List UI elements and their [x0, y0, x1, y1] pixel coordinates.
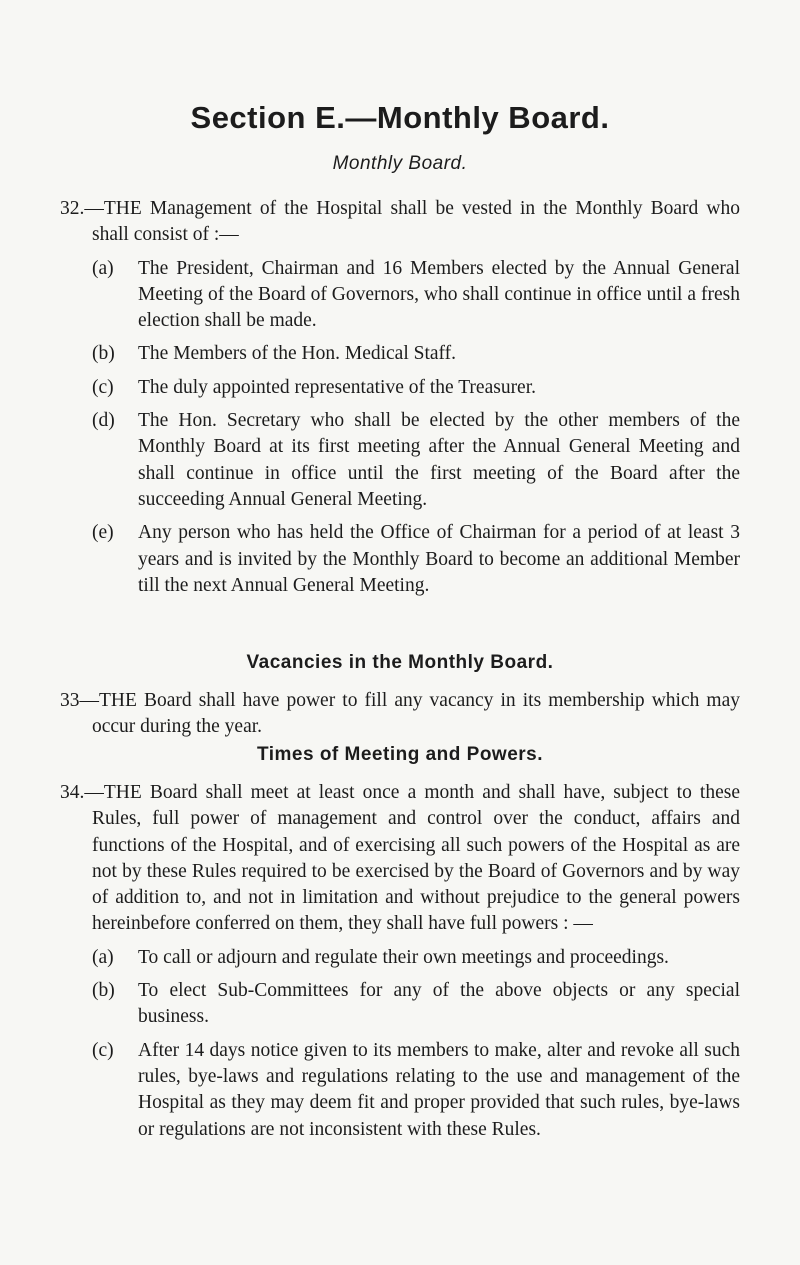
item-text: The Members of the Hon. Medical Staff.: [138, 343, 457, 365]
item-label: (b): [92, 343, 115, 365]
rule-33-intro: 33—THE Board shall have power to fill any vacancy in its membership which may occur during the year.: [60, 690, 740, 738]
item-label: (d): [92, 410, 115, 432]
item-text: The Hon. Secretary who shall be elected by the other members of the Monthly Board at its first meeting after the Annual General Meeting and shall continue in office until the first meeting of the Board after the succeeding Annual General Meeting.: [138, 410, 740, 510]
rule-34-item-b: [60, 978, 740, 1031]
rule-34-intro: 34.—THE Board shall meet at least once a month and shall have, subject to these Rules, full power of management and control over the conduct, affairs and functions of the Hospital, and of exercising all such powers of the Hospital as are not by these Rules required to be exercised by the Board of Governors and by way of addition to, and not in limitation and without prejudice to the general powers hereinbefore conferred on them, they shall have full powers : —: [60, 782, 740, 935]
item-text: The President, Chairman and 16 Members elected by the Annual General Meeting of the Board of Governors, who shall continue in office until a fresh election shall be made.: [138, 257, 740, 332]
section-title: Section E.—Monthly Board.: [190, 100, 610, 135]
heading-vacancies: Vacancies in the Monthly Board.: [246, 652, 554, 673]
item-label: (c): [92, 376, 114, 398]
item-label: (c): [92, 1039, 114, 1061]
item-text: To call or adjourn and regulate their own meetings and proceedings.: [138, 946, 669, 968]
rule-32-item-d: [60, 408, 740, 513]
rule-32-item-e: [60, 520, 740, 599]
item-text: After 14 days notice given to its members to make, alter and revoke all such rules, bye-laws and regulations relating to the use and management of the Hospital as they may deem fit and proper provided that such rules, bye-laws or regulations are not inconsistent with these Rules.: [138, 1039, 740, 1140]
item-label: (b): [92, 980, 115, 1002]
heading-times-of-meeting: Times of Meeting and Powers.: [256, 744, 544, 765]
rule-32-item-c: [60, 375, 740, 401]
item-label: (e): [92, 522, 114, 544]
rule-32-item-b: [60, 341, 740, 367]
item-text: To elect Sub-Committees for any of the above objects or any special business.: [138, 980, 740, 1028]
heading-monthly-board: Monthly Board.: [332, 153, 468, 174]
item-text: The duly appointed representative of the Treasurer.: [138, 376, 537, 398]
item-label: (a): [92, 946, 114, 968]
rule-34-item-c: [60, 1038, 740, 1143]
rule-32-item-a: [60, 256, 740, 335]
rule-34: [60, 780, 740, 1143]
rule-33: [60, 688, 740, 741]
rule-32-intro: 32.—THE Management of the Hospital shall be vested in the Monthly Board who shall consist of :—: [60, 198, 740, 246]
rule-32: [60, 196, 740, 599]
item-label: (a): [92, 257, 114, 279]
rule-34-item-a: [60, 945, 740, 971]
item-text: Any person who has held the Office of Chairman for a period of at least 3 years and is invited by the Monthly Board to become an additional Member till the next Annual General Meeting.: [138, 522, 740, 596]
